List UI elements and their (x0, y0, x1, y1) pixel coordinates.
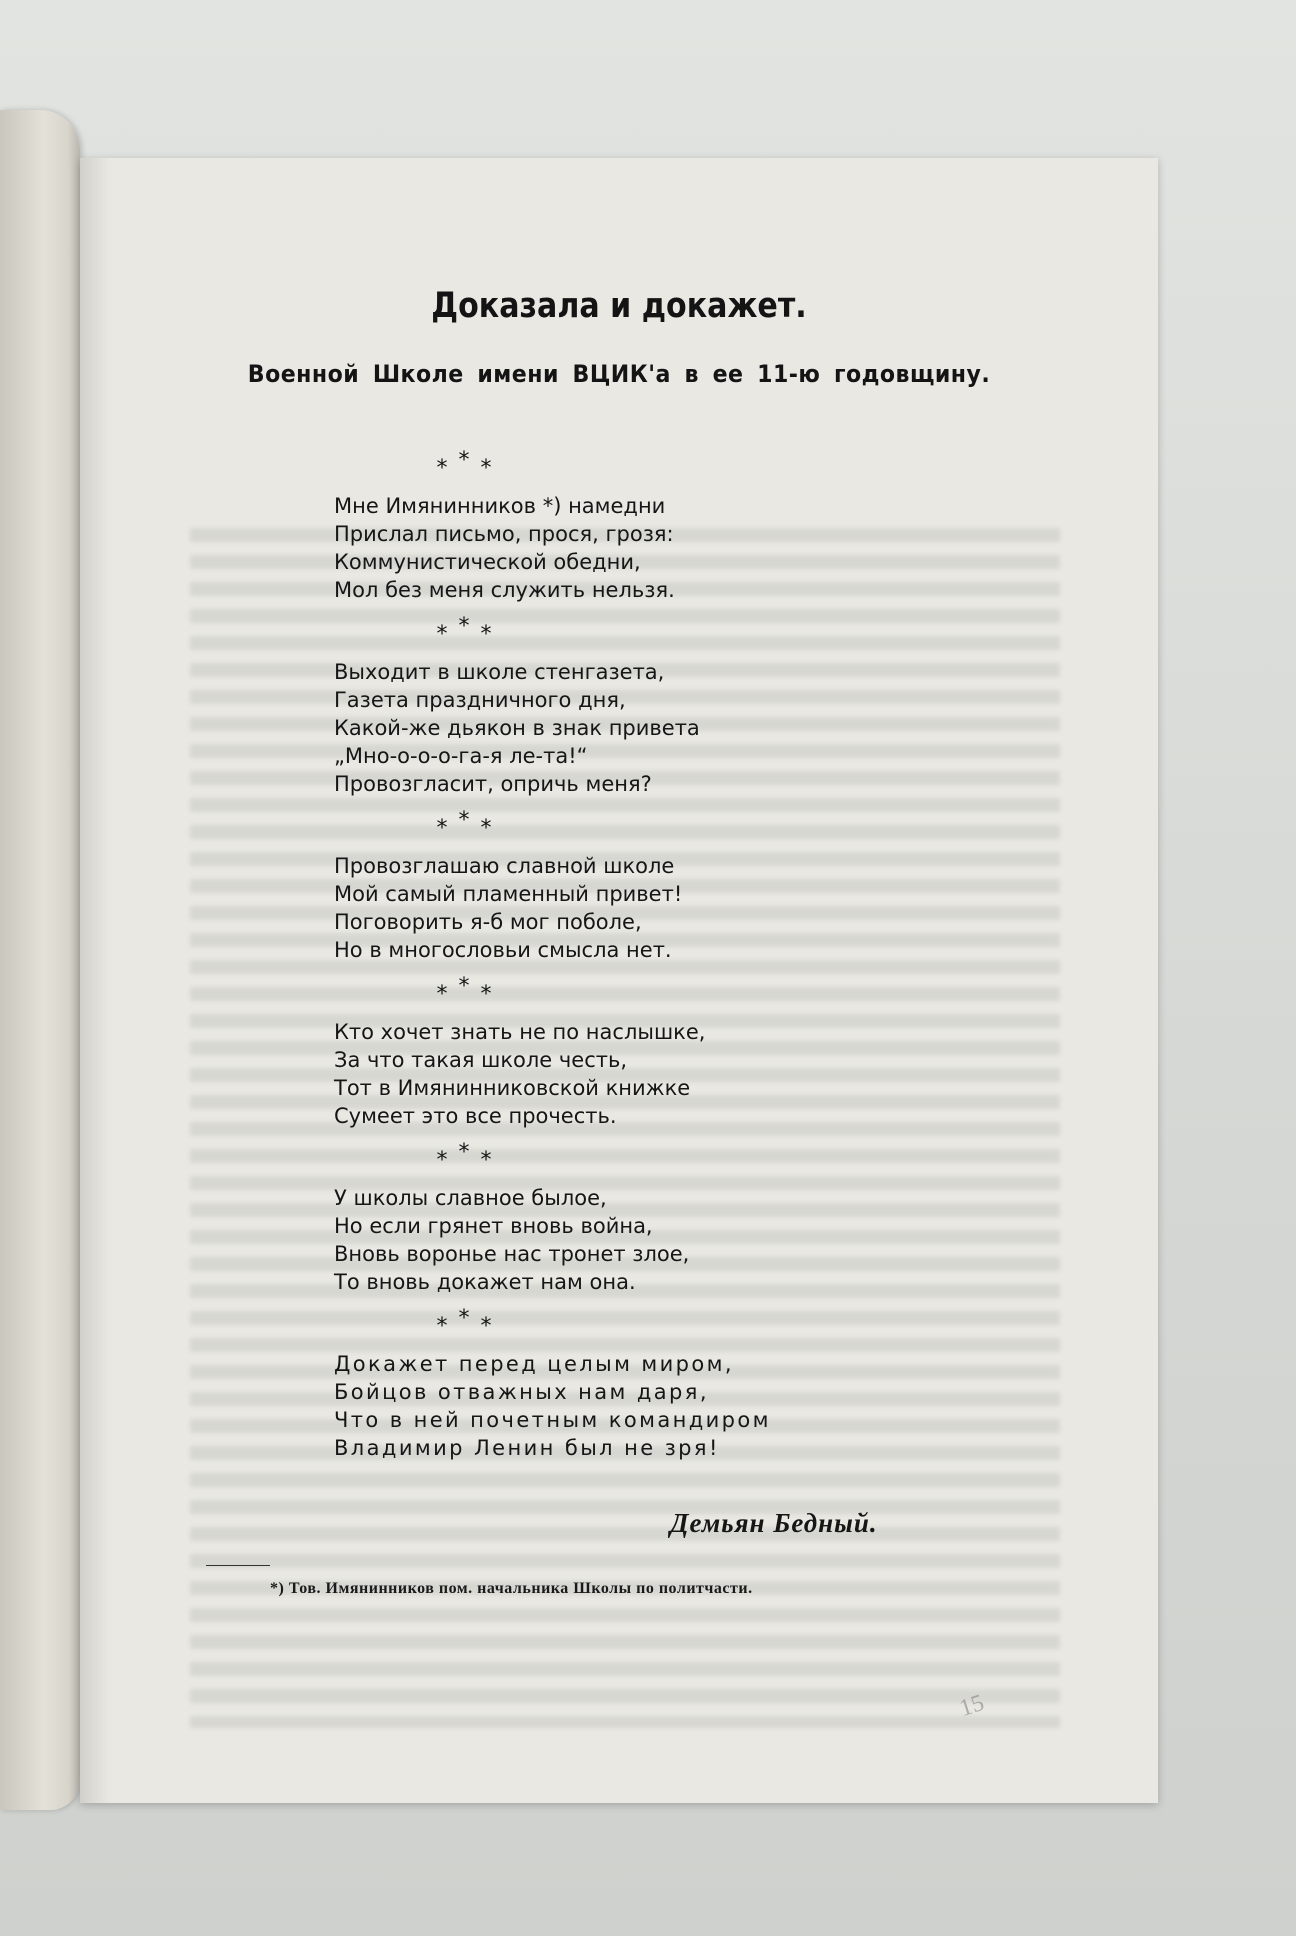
poem-line: Прислал письмо, прося, грозя: (334, 522, 674, 546)
poem-line: Но если грянет вновь война, (334, 1214, 653, 1238)
poem-line: Какой-же дьякон в знак привета (334, 716, 700, 740)
stanza-1 (334, 492, 974, 604)
poem-line: Мол без меня служить нельзя. (334, 578, 675, 602)
poem-line: Вновь воронье нас тронет злое, (334, 1242, 690, 1266)
previous-page-edge (0, 110, 80, 1810)
poem-line: Кто хочет знать не по наслышке, (334, 1020, 706, 1044)
poem-line: Бойцов отважных нам даря, (334, 1380, 709, 1404)
stanza-separator: * * * (436, 974, 492, 1007)
document-page (80, 158, 1158, 1803)
poem-line: Тот в Имянинниковской книжке (334, 1076, 691, 1100)
poem-line: Докажет перед целым миром, (334, 1352, 734, 1376)
poem-line: У школы славное былое, (334, 1186, 607, 1210)
stanza-separator: * * * (436, 1306, 492, 1339)
poem-line: За что такая школе честь, (334, 1048, 628, 1072)
poem-line: Мой самый пламенный привет! (334, 882, 683, 906)
author-signature: Демьян Бедный. (670, 1508, 878, 1538)
stanza-separator: * * * (436, 1140, 492, 1173)
stanza-2 (334, 658, 974, 798)
poem-line: Поговорить я-б мог поболе, (334, 910, 642, 934)
poem-line: Сумеет это все прочесть. (334, 1104, 617, 1128)
poem-body (334, 448, 974, 1462)
stanza-6 (334, 1350, 974, 1462)
poem-line: Владимир Ленин был не зря! (334, 1436, 720, 1460)
footnote-divider (206, 1565, 270, 1566)
poem-line: То вновь докажет нам она. (334, 1270, 636, 1294)
poem-line: „Мно-о-о-о-га-я ле-та!“ (334, 744, 588, 768)
stanza-5 (334, 1184, 974, 1296)
poem-line: Мне Имянинников *) намедни (334, 494, 666, 518)
poem-title: Доказала и докажет. (431, 286, 807, 326)
poem-dedication: Военной Школе имени ВЦИК'а в ее 11-ю годовщину. (247, 360, 991, 388)
stanza-separator: * * * (436, 448, 492, 481)
poem-line: Провозглашаю славной школе (334, 854, 675, 878)
poem-line: Коммунистической обедни, (334, 550, 641, 574)
poem-line: Провозгласит, опричь меня? (334, 772, 652, 796)
stanza-separator: * * * (436, 614, 492, 647)
stanza-separator: * * * (436, 808, 492, 841)
poem-line: Но в многословьи смысла нет. (334, 938, 672, 962)
pencil-annotation: 15 (956, 1689, 988, 1723)
poem-line: Выходит в школе стенгазета, (334, 660, 665, 684)
footnote: *) Тов. Имянинников пом. начальника Школы по политчасти. (270, 1580, 753, 1597)
poem-line: Газета праздничного дня, (334, 688, 626, 712)
poem-line: Что в ней почетным командиром (334, 1408, 771, 1432)
stanza-3 (334, 852, 974, 964)
stanza-4 (334, 1018, 974, 1130)
